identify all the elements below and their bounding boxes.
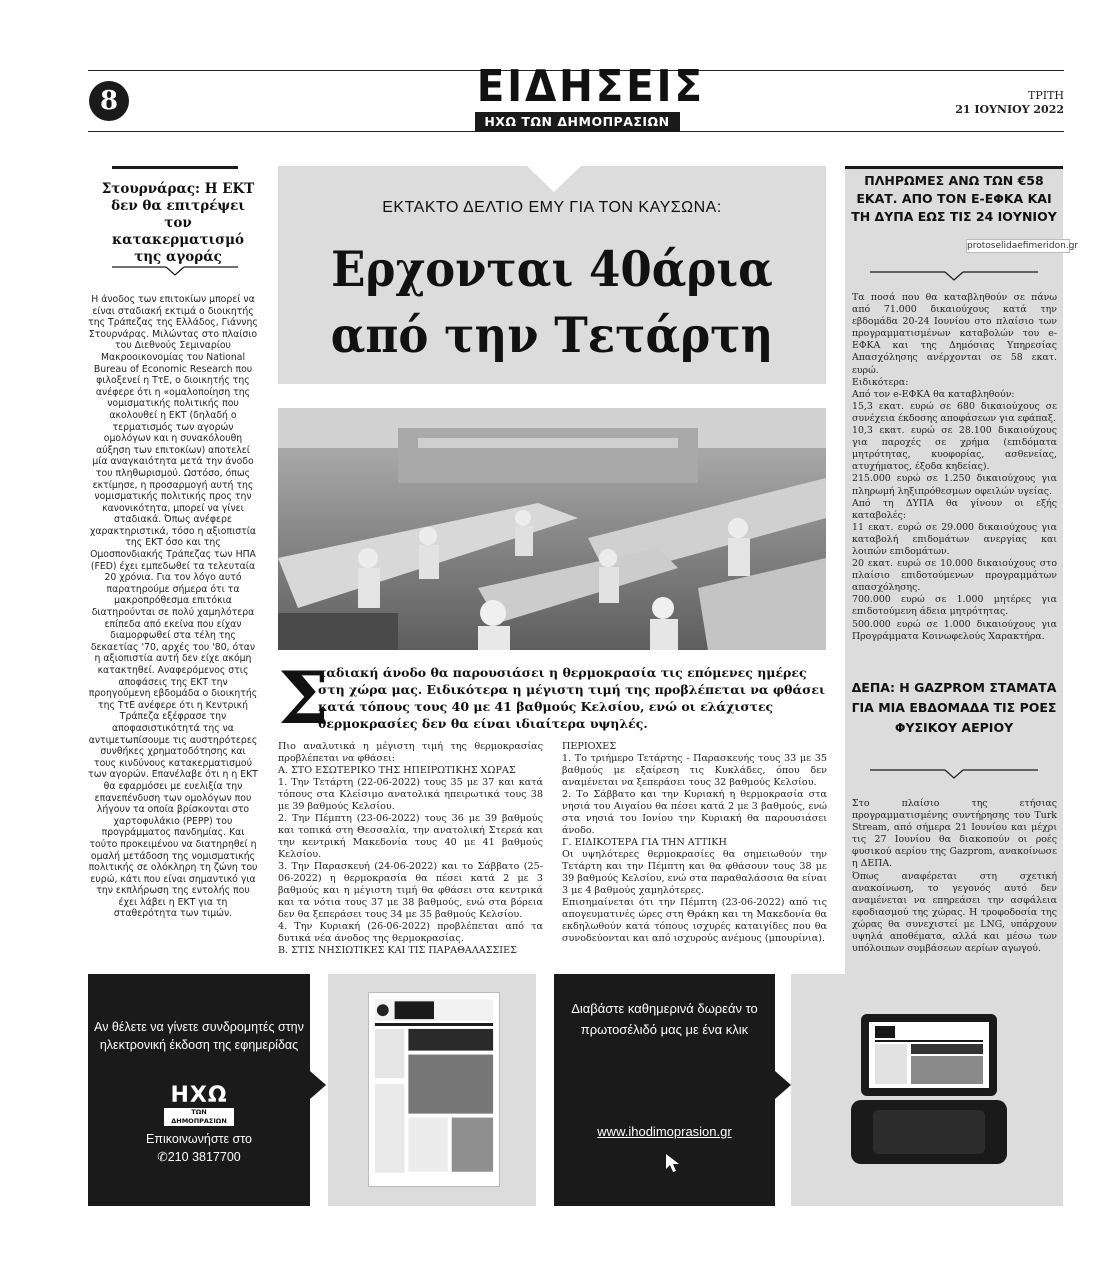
left-article-title: Στουρνάρας: Η ΕΚΤ δεν θα επιτρέψει τον κατακερματισμό της αγοράς — [101, 181, 255, 265]
right-sidebar-rule — [845, 166, 1063, 169]
laptop-preview[interactable] — [791, 974, 1063, 1206]
paragraph: 1. Την Τετάρτη (22-06-2022) τους 35 με 37 και κατά τόπους στα Κλείσιμο ανατολικά ηπειρωτικά τους 38 με 39 βαθμούς Κελσίου. — [278, 777, 543, 812]
digital-edition-preview[interactable] — [328, 974, 536, 1206]
laptop-icon — [851, 1014, 1007, 1164]
paragraph: Γ. ΕΙΔΙΚΟΤΕΡΑ ΓΙΑ ΤΗΝ ΑΤΤΙΚΗ — [562, 837, 727, 848]
paragraph: Β. ΣΤΙΣ ΝΗΣΙΩΤΙΚΕΣ ΚΑΙ ΤΙΣ ΠΑΡΑΘΑΛΑΣΣΙΕΣ — [278, 945, 517, 956]
paragraph: 500.000 ευρώ σε 1.000 δικαιούχους για Προγράμματα Κοινωφελούς Χαρακτήρα. — [852, 618, 1057, 642]
paragraph: Οι υψηλότερες θερμοκρασίες θα σημειωθούν την Τετάρτη και την Πέμπτη και θα φθάσουν τους 38 με 39 βαθμούς Κελσίου, ενώ στα παραθαλάσσια θα είναι 3 με 4 βαθμούς χαμηλότερες. — [562, 849, 827, 896]
chevron-divider-icon — [870, 270, 1038, 282]
issue-full-date: 21 ΙΟΥΝΙΟΥ 2022 — [955, 103, 1064, 116]
paragraph: 11 εκατ. ευρώ σε 29.000 δικαιούχους για καταβολή επιδομάτων ανεργίας και λοιπών επιδομάτων. — [852, 521, 1057, 557]
paragraph: Επισημαίνεται ότι την Πέμπτη (23-06-2022) από τις απογευματινές ώρες στη Θράκη και τη Μακεδονία θα εκδηλωθούν κατά τόπους ισχυρές καταιγίδες που θα συνοδεύονται και από ισχυρούς ανέμους (μπουρίνια). — [562, 897, 827, 944]
section-title: ΕΙΔΗΣΕΙΣ — [476, 61, 705, 112]
left-article-rule — [112, 166, 238, 169]
newspaper-logo — [164, 1084, 234, 1126]
phone-text: 210 3817700 — [167, 1150, 241, 1164]
article-column-a — [278, 741, 543, 957]
right-article-2-title: ΔΕΠΑ: Η GAZPROM ΣΤΑΜΑΤΑ ΓΙΑ ΜΙΑ ΕΒΔΟΜΑΔΑ ΤΙΣ ΡΟΕΣ ΦΥΣΙΚΟΥ ΑΕΡΙΟΥ — [851, 680, 1057, 735]
cursor-pointer-icon — [664, 1152, 684, 1174]
headline-notch — [527, 166, 581, 192]
phone-number[interactable] — [88, 1148, 310, 1166]
newspaper-name: ΗΧΩ ΤΩΝ ΔΗΜΟΠΡΑΣΙΩΝ — [475, 112, 680, 132]
contact-label: Επικοινωνήστε στο — [146, 1132, 252, 1146]
paragraph: 700.000 ευρώ σε 1.000 μητέρες για επιδοτούμενη άδεια μητρότητας. — [852, 594, 1057, 618]
paragraph: 215.000 ευρώ σε 1.250 δικαιούχους για πληρωμή ληξιπρόθεσμων οφειλών υγείας. — [852, 473, 1057, 497]
read-online-text: Διαβάστε καθημερινά δωρεάν το πρωτοσέλιδό μας με ένα κλικ — [571, 1001, 758, 1037]
phone-icon: ✆ — [157, 1150, 168, 1164]
website-link[interactable] — [554, 1124, 775, 1139]
factory-photo — [278, 408, 826, 650]
logo-wordmark: ΗΧΩ — [170, 1083, 228, 1108]
logo-subtitle: ΤΩΝ ΔΗΜΟΠΡΑΣΙΩΝ — [164, 1108, 234, 1126]
paragraph: Από τον e-ΕΦΚΑ θα καταβληθούν: — [852, 388, 1015, 400]
paragraph: 2. Το Σάββατο και την Κυριακή η θερμοκρασία στα νησιά του Αιγαίου θα πέσει κατά 2 με 3 βαθμούς, ενώ στα νησιά του Ιονίου την Κυριακή θα παρουσιάσει άνοδο. — [562, 789, 827, 836]
watermark-label: protoselidaefimeridon.gr — [967, 241, 1079, 251]
paragraph: Από τη ΔΥΠΑ θα γίνουν οι εξής καταβολές: — [852, 497, 1057, 521]
paragraph: 3. Την Παρασκευή (24-06-2022) και το Σάββατο (25-06-2022) η θερμοκρασία θα πέσει κατά 2 με 3 βαθμούς και η μέγιστη τιμή θα φθάσει στα κεντρικά και τα νότια τους 37 με 38 βαθμούς, ενώ στα βόρεια δεν θα ξεπεράσει τους 34 με 35 βαθμούς Κελσίου. — [278, 861, 543, 920]
paragraph: 4. Την Κυριακή (26-06-2022) προβλέπεται από τα δυτικά νέα άνοδος της θερμοκρασίας. — [278, 921, 543, 944]
chevron-divider-icon — [870, 768, 1038, 780]
newspaper-front-page-thumbnail — [368, 992, 500, 1187]
headline-line-1: Ερχονται 40άρια — [331, 240, 773, 298]
left-article-body: Η άνοδος των επιτοκίων μπορεί να είναι σταδιακή εκτιμά ο διοικητής της Τράπεζας της Ελλάδος, Γιάννης Στουρνάρας. Μιλώντας στο πλαίσιο του Διεθνούς Σεμιναρίου Μακροοικονομίας του National Bureau of Economic Research που φιλοξενεί η ΤτΕ, ο διοικητής της ανέφερε ότι η «ομαλοποίηση της νομισματικής πολιτικής που ακολουθεί η ΕΚΤ (δηλαδή ο τερματισμός των αγορών ομολόγων και η συνακόλουθη αύξηση των επιτοκίων) αποτελεί μία αναγκαιότητα μετά την άνοδο του πληθωρισμού. Ωστόσο, όπως εκτίμησε, η προσαρμογή αυτή της νομισματικής πολιτικής προς την κανονικότητα, μπορεί να γίνει σταδιακά. Όπως ανέφερε χαρακτηριστικά, τόσο η αξιοπιστία της ΕΚΤ όσο και της Ομοσπονδιακής Τράπεζας των ΗΠΑ (FED) έχει εμπεδωθεί τα τελευταία 20 χρόνια. Για τον λόγο αυτό παρατηρούμε σήμερα ότι τα μακροπρόθεσμα επιτόκια διατηρούνται σε πολύ χαμηλότερα επίπεδα από εκείνα που είχαν διαμορφωθεί στα τέλη της δεκαετίας '70, αρχές του '80, όταν η αξιοπιστία αυτή δεν είχε ακόμη κατακτηθεί. Αναφερόμενος στις αποφάσεις της ΕΚΤ την προηγούμενη εβδομάδα ο διοικητής της ΤτΕ ανέφερε ότι η Κεντρική Τράπεζα εξέφρασε την αποφασιστικότητά της να αντιμετωπίσουμε τις αυστηρότερες συνθήκες χρηματοδότησης και τους κινδύνους κατακερματισμού των αγορών. Επανέλαβε ότι η η ΕΚΤ θα εφαρμόσει με ευελιξία την επανεπένδυση των ομολόγων που λήγουν τα οποία βρίσκονται στο χαρτοφυλάκιο (PEPP) του προγράμματος πανδημίας. Και τούτο προκειμένου να διατηρηθεί η ομαλή μετάδοση της νομισματικής πολιτικής σε ολόκληρη τη ζώνη του ευρώ, κάτι που είναι σημαντικό για την εκπλήρωση της εντολής που έχει λάβει η ΕΚΤ για τη σταθερότητα των τιμών. — [88, 294, 258, 920]
promo-arrow-icon — [310, 1071, 326, 1099]
paragraph: ΠΕΡΙΟΧΕΣ — [562, 741, 617, 752]
paragraph: 10,3 εκατ. ευρώ σε 28.100 δικαιούχους για παροχές σε χρήμα (επιδόματα μητρότητας, κυοφορίας, ασθενείας, ατυχήματος, έξοδα κηδείας). — [852, 425, 1057, 473]
right-article-1-title: ΠΛΗΡΩΜΕΣ ΑΝΩ ΤΩΝ €58 ΕΚΑΤ. ΑΠΟ ΤΟΝ Ε-ΕΦΚΑ ΚΑΙ ΤΗ ΔΥΠΑ ΕΩΣ ΤΙΣ 24 ΙΟΥΝΙΟΥ — [851, 173, 1057, 224]
article-headline — [300, 236, 804, 368]
paragraph: Όπως αναφέρεται στη σχετική ανακοίνωση, το γεγονός αυτό δεν αναμένεται να επηρεάσει την ασφάλεια εφοδιασμού της χώρας. Η τροφοδοσία της χώρας θα συνεχιστεί με LNG, υπάρχουν υψηλά αποθέματα, αλλά και μέσω των υπόλοιπων συμβάσεων αερίων αγωγού. — [852, 870, 1057, 955]
section-masthead — [468, 61, 705, 132]
subscribe-text: Αν θέλετε να γίνετε συνδρομητές στην ηλεκτρονική έκδοση της εφημερίδας — [94, 1020, 304, 1052]
right-article-1-body — [852, 292, 1057, 643]
website-url: www.ihodimoprasion.gr — [597, 1124, 732, 1139]
chevron-divider-icon — [112, 265, 238, 277]
article-lede: ταδιακή άνοδο θα παρουσιάσει η θερμοκρασία τις επόμενες ημέρες στη χώρα μας. Ειδικότερα η μέγιστη τιμή της προβλέπεται να φθάσει κατά τόπους τους 40 με 41 βαθμούς Κελσίου, ενώ οι ελάχιστες θερμοκρασίες δεν θα είναι ιδιαίτερα υψηλές. — [318, 665, 826, 731]
paragraph: Ειδικότερα: — [852, 376, 909, 388]
paragraph: 1. Το τριήμερο Τετάρτης - Παρασκευής τους 33 με 35 βαθμούς με εξαίρεση τις Κυκλάδες, όπου δεν αναμένεται να ξεπεράσει τους 32 βαθμούς Κελσίου. — [562, 753, 827, 788]
issue-day: ΤΡΙΤΗ — [1027, 89, 1064, 102]
paragraph: 20 εκατ. ευρώ σε 10.000 δικαιούχους στο πλαίσιο επιδοτούμενων προγραμμάτων απασχόλησης. — [852, 558, 1057, 594]
right-article-2-body — [852, 798, 1057, 955]
promo-arrow-icon — [775, 1071, 791, 1099]
article-column-b — [562, 741, 827, 945]
paragraph: Πιο αναλυτικά η μέγιστη τιμή της θερμοκρασίας προβλέπεται να φθάσει: — [278, 741, 543, 764]
paragraph: 2. Την Πέμπτη (23-06-2022) τους 36 με 39 βαθμούς και τοπικά στη Θεσσαλία, την ανατολική Στερεά και την κεντρική Μακεδονία τους 40 με 41 βαθμούς Κελσίου. — [278, 813, 543, 860]
paragraph: Στο πλαίσιο της ετήσιας προγραμματισμένης συντήρησης του Turk Stream, από σήμερα 21 Ιουνίου και μέχρι τις 27 Ιουνίου θα διακοπούν οι ροές φυσικού αερίου της Gazprom, ανακοίνωσε η ΔΕΠΑ. — [852, 798, 1057, 870]
read-online-panel[interactable] — [554, 974, 775, 1206]
page-number: 8 — [89, 81, 129, 121]
paragraph: 15,3 εκατ. ευρώ σε 680 δικαιούχους σε συνέχεια έκδοσης αποφάσεων για εφάπαξ. — [852, 400, 1057, 424]
contact-block — [88, 1130, 310, 1166]
headline-line-2: από την Τετάρτη — [330, 306, 774, 364]
issue-date — [955, 89, 1064, 117]
dropcap: Σ — [278, 655, 329, 740]
article-kicker: ΕΚΤΑΚΤΟ ΔΕΛΤΙΟ ΕΜΥ ΓΙΑ ΤΟΝ ΚΑΥΣΩΝΑ: — [382, 199, 722, 216]
paragraph: Τα ποσά που θα καταβληθούν σε πάνω από 71.000 δικαιούχους κατά την εβδομάδα 20-24 Ιουνίου στο πλαίσιο των προγραμματισμένων καταβολών του e-ΕΦΚΑ και της Δημόσιας Υπηρεσίας Απασχόλησης ανέρχονται σε 58 εκατ. ευρώ. — [852, 292, 1057, 376]
subscribe-panel[interactable] — [88, 974, 310, 1206]
paragraph: Α. ΣΤΟ ΕΣΩΤΕΡΙΚΟ ΤΗΣ ΗΠΕΙΡΩΤΙΚΗΣ ΧΩΡΑΣ — [278, 765, 516, 776]
